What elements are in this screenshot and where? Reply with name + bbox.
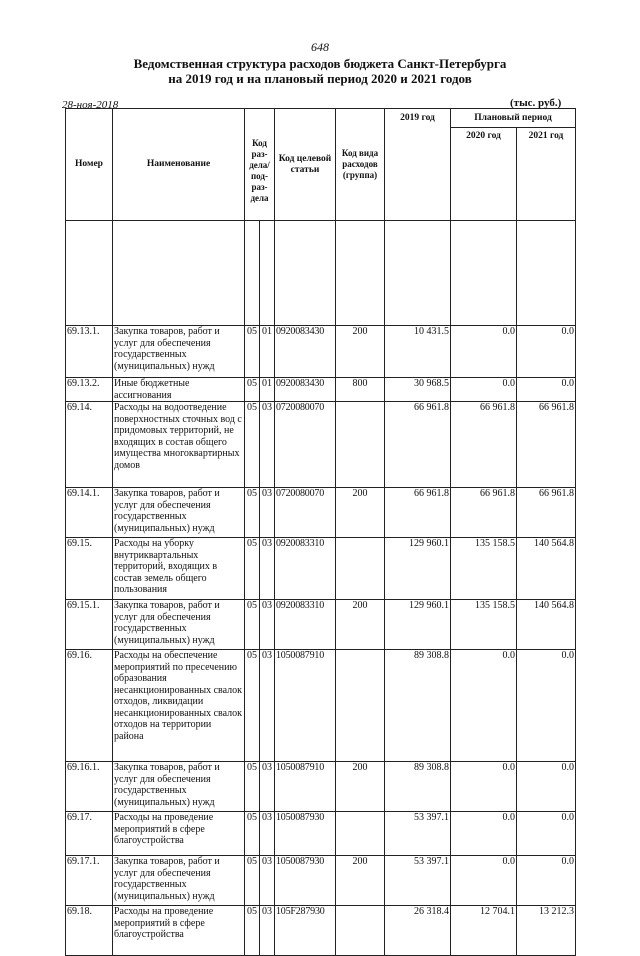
row-subsection-code: 03 — [260, 402, 275, 488]
row-number: 69.18. — [66, 906, 113, 956]
row-number: 69.16.1. — [66, 762, 113, 812]
table-row — [66, 650, 576, 762]
row-section-code: 05 — [245, 378, 260, 402]
table-row — [66, 856, 576, 906]
row-subsection-code: 03 — [260, 856, 275, 906]
row-value-2019: 129 960.1 — [385, 538, 451, 600]
row-target-code: 0920083430 — [275, 378, 336, 402]
row-subsection-code: 03 — [260, 600, 275, 650]
row-value-2020: 135 158.5 — [451, 538, 517, 600]
row-value-2019: 89 308.8 — [385, 650, 451, 762]
row-target-code: 1050087910 — [275, 650, 336, 762]
row-name: Закупка товаров, работ и услуг для обеспечения государственных (муниципальных) нужд — [113, 488, 245, 538]
row-target-code: 0920083310 — [275, 600, 336, 650]
header-expense-type-code: Код вида расходов (группа) — [336, 109, 385, 221]
row-number: 69.14.1. — [66, 488, 113, 538]
row-target-code: 0720080070 — [275, 402, 336, 488]
row-section-code: 05 — [245, 650, 260, 762]
row-section-code: 05 — [245, 538, 260, 600]
row-value-2020: 0.0 — [451, 650, 517, 762]
spacer-row — [66, 221, 576, 326]
header-razdel: Код раз-дела/ под-раз-дела — [245, 109, 275, 221]
row-name: Расходы на водоотведение поверхностных сточных вод с придомовых территорий, не входящих в состав общего имущества многоквартирных домов — [113, 402, 245, 488]
table-row — [66, 600, 576, 650]
row-subsection-code: 03 — [260, 538, 275, 600]
row-subsection-code: 03 — [260, 812, 275, 856]
row-target-code: 0720080070 — [275, 488, 336, 538]
row-value-2019: 89 308.8 — [385, 762, 451, 812]
table-row — [66, 812, 576, 856]
table-row — [66, 488, 576, 538]
row-target-code: 1050087930 — [275, 856, 336, 906]
row-value-2021: 0.0 — [517, 812, 576, 856]
row-section-code: 05 — [245, 812, 260, 856]
row-value-2021: 140 564.8 — [517, 600, 576, 650]
row-name: Расходы на обеспечение мероприятий по пресечению образования несанкционированных свалок отходов, ликвидации несанкционированных свалок отходов на территории района — [113, 650, 245, 762]
row-expense-type-code: 200 — [336, 762, 385, 812]
row-section-code: 05 — [245, 856, 260, 906]
row-value-2020: 0.0 — [451, 812, 517, 856]
row-section-code: 05 — [245, 326, 260, 378]
document-title — [0, 56, 640, 86]
row-expense-type-code: 200 — [336, 326, 385, 378]
row-target-code: 1050087910 — [275, 762, 336, 812]
row-name: Расходы на уборку внутриквартальных территорий, входящих в состав земель общего пользования — [113, 538, 245, 600]
page-number: 648 — [311, 40, 329, 54]
row-section-code: 05 — [245, 402, 260, 488]
row-value-2020: 0.0 — [451, 378, 517, 402]
row-subsection-code: 01 — [260, 326, 275, 378]
row-section-code: 05 — [245, 600, 260, 650]
row-value-2019: 10 431.5 — [385, 326, 451, 378]
title-line-2: на 2019 год и на плановый период 2020 и 2021 годов — [168, 71, 472, 86]
row-target-code: 0920083430 — [275, 326, 336, 378]
row-value-2019: 129 960.1 — [385, 600, 451, 650]
row-name: Иные бюджетные ассигнования — [113, 378, 245, 402]
row-value-2020: 12 704.1 — [451, 906, 517, 956]
row-name: Закупка товаров, работ и услуг для обеспечения государственных (муниципальных) нужд — [113, 326, 245, 378]
title-line-1: Ведомственная структура расходов бюджета Санкт-Петербурга — [133, 56, 507, 71]
row-section-code: 05 — [245, 488, 260, 538]
row-value-2020: 0.0 — [451, 856, 517, 906]
row-expense-type-code: 200 — [336, 600, 385, 650]
row-number: 69.15. — [66, 538, 113, 600]
row-name: Расходы на проведение мероприятий в сфере благоустройства — [113, 906, 245, 956]
header-2021: 2021 год — [517, 128, 576, 221]
row-value-2021: 66 961.8 — [517, 488, 576, 538]
row-expense-type-code — [336, 650, 385, 762]
row-name: Закупка товаров, работ и услуг для обеспечения государственных (муниципальных) нужд — [113, 762, 245, 812]
expenditure-table — [65, 108, 576, 956]
row-number: 69.16. — [66, 650, 113, 762]
row-value-2021: 0.0 — [517, 856, 576, 906]
row-value-2019: 53 397.1 — [385, 856, 451, 906]
header-planning-period: Плановый период — [451, 109, 576, 128]
row-expense-type-code — [336, 538, 385, 600]
row-value-2021: 0.0 — [517, 762, 576, 812]
row-number: 69.15.1. — [66, 600, 113, 650]
row-number: 69.13.1. — [66, 326, 113, 378]
row-value-2019: 26 318.4 — [385, 906, 451, 956]
row-expense-type-code: 800 — [336, 378, 385, 402]
row-value-2021: 66 961.8 — [517, 402, 576, 488]
row-subsection-code: 01 — [260, 378, 275, 402]
row-subsection-code: 03 — [260, 906, 275, 956]
row-value-2021: 0.0 — [517, 326, 576, 378]
row-expense-type-code: 200 — [336, 856, 385, 906]
table-row — [66, 762, 576, 812]
row-expense-type-code — [336, 906, 385, 956]
header-2020: 2020 год — [451, 128, 517, 221]
row-expense-type-code — [336, 402, 385, 488]
row-number: 69.13.2. — [66, 378, 113, 402]
table-row — [66, 326, 576, 378]
table-row — [66, 402, 576, 488]
row-number: 69.17. — [66, 812, 113, 856]
row-expense-type-code — [336, 812, 385, 856]
row-value-2019: 30 968.5 — [385, 378, 451, 402]
row-subsection-code: 03 — [260, 650, 275, 762]
header-number: Номер — [66, 109, 113, 221]
row-subsection-code: 03 — [260, 762, 275, 812]
row-name: Расходы на проведение мероприятий в сфере благоустройства — [113, 812, 245, 856]
header-2019: 2019 год — [385, 109, 451, 221]
document-date: 28-ноя-2018 — [62, 99, 119, 111]
header-target-code: Код целевой статьи — [275, 109, 336, 221]
row-value-2021: 140 564.8 — [517, 538, 576, 600]
units-label: (тыс. руб.) — [510, 97, 562, 109]
row-target-code: 105F287930 — [275, 906, 336, 956]
row-expense-type-code: 200 — [336, 488, 385, 538]
row-section-code: 05 — [245, 762, 260, 812]
row-section-code: 05 — [245, 906, 260, 956]
row-value-2020: 66 961.8 — [451, 402, 517, 488]
row-subsection-code: 03 — [260, 488, 275, 538]
row-number: 69.17.1. — [66, 856, 113, 906]
row-target-code: 1050087930 — [275, 812, 336, 856]
row-number: 69.14. — [66, 402, 113, 488]
row-value-2021: 0.0 — [517, 378, 576, 402]
row-target-code: 0920083310 — [275, 538, 336, 600]
row-value-2020: 135 158.5 — [451, 600, 517, 650]
row-name: Закупка товаров, работ и услуг для обеспечения государственных (муниципальных) нужд — [113, 600, 245, 650]
row-value-2020: 0.0 — [451, 762, 517, 812]
row-value-2019: 53 397.1 — [385, 812, 451, 856]
row-value-2021: 0.0 — [517, 650, 576, 762]
row-value-2020: 0.0 — [451, 326, 517, 378]
row-name: Закупка товаров, работ и услуг для обеспечения государственных (муниципальных) нужд — [113, 856, 245, 906]
row-value-2019: 66 961.8 — [385, 402, 451, 488]
table-row — [66, 538, 576, 600]
row-value-2020: 66 961.8 — [451, 488, 517, 538]
row-value-2019: 66 961.8 — [385, 488, 451, 538]
header-name: Наименование — [113, 109, 245, 221]
table-row — [66, 906, 576, 956]
row-value-2021: 13 212.3 — [517, 906, 576, 956]
table-row — [66, 378, 576, 402]
